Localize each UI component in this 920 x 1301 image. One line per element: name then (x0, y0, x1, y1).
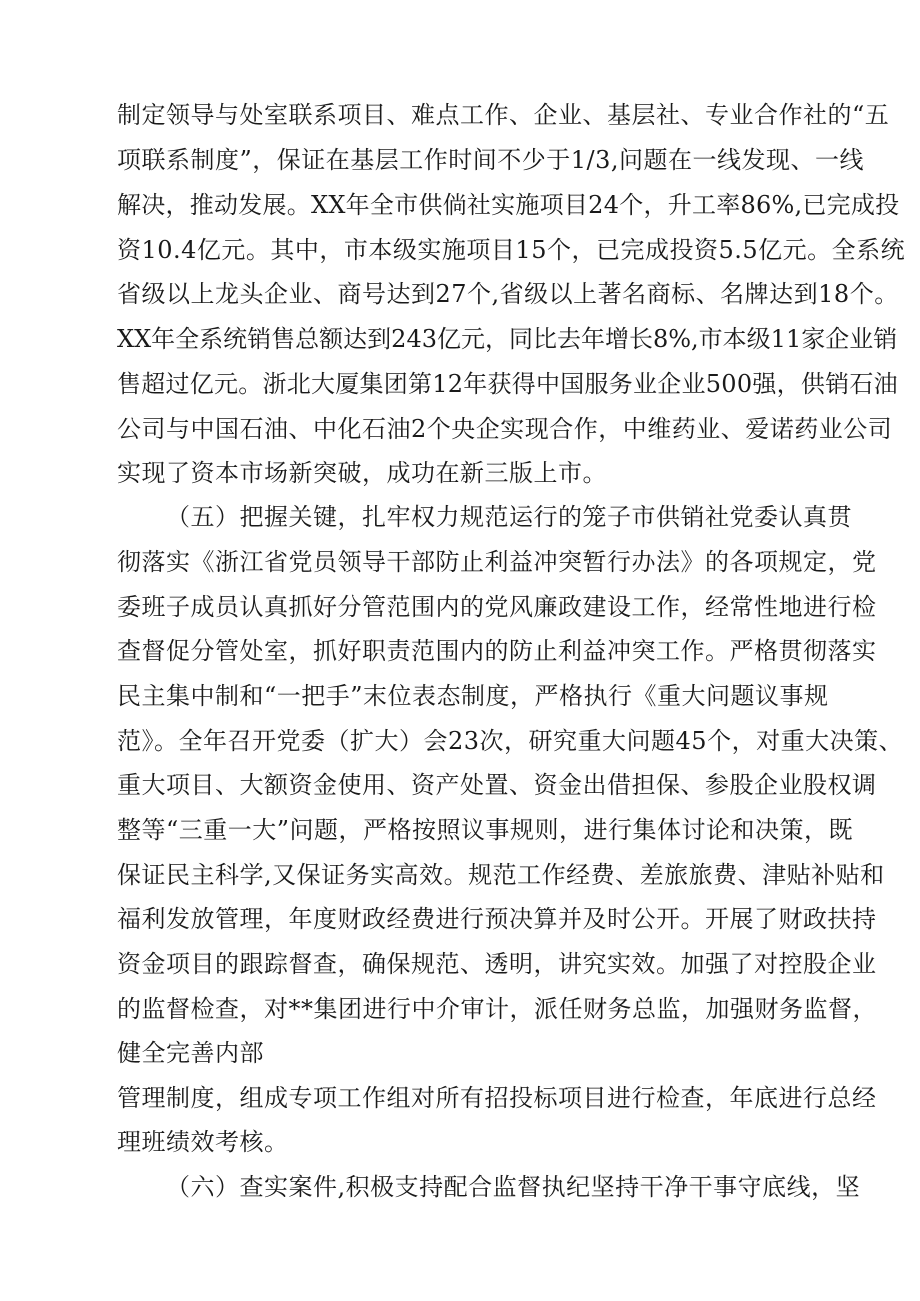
text-line: 范》。全年召开党委（扩大）会23次，研究重大问题45个，对重大决策、 (117, 727, 904, 755)
section-heading-line: （六）查实案件,积极支持配合监督执纪坚持干净干事守底线，坚 (166, 1173, 861, 1201)
text-line: 解决，推动发展。XX年全市供倘社实施项目24个，升工率86%,已完成投 (117, 191, 900, 219)
text-line: 委班子成员认真抓好分管范围内的党风廉政建设工作，经常性地进行检 (117, 593, 877, 621)
text-line: 资金项目的跟踪督查，确保规范、透明，讲究实效。加强了对控股企业 (117, 950, 877, 978)
text-line: 资10.4亿元。其中，市本级实施项目15个，已完成投资5.5亿元。全系统 (117, 236, 906, 264)
text-line: 公司与中国石油、中化石油2个央企实现合作，中维药业、爱诺药业公司 (117, 415, 893, 443)
text-line: 彻落实《浙江省党员领导干部防止利益冲突暂行办法》的各项规定，党 (117, 548, 877, 576)
text-line: 的监督检查，对**集团进行中介审计，派任财务总监，加强财务监督， (117, 995, 877, 1023)
text-line: 理班绩效考核。 (117, 1128, 289, 1156)
text-line: 制定领导与处室联系项目、难点工作、企业、基层社、专业合作社的“五 (117, 101, 890, 129)
text-line: 省级以上龙头企业、商号达到27个,省级以上著名商标、名牌达到18个。 (117, 280, 899, 308)
text-line: 实现了资本市场新突破，成功在新三版上市。 (117, 459, 607, 487)
text-line: 整等“三重一大”问题，严格按照议事规则，进行集体讨论和决策，既 (117, 816, 854, 844)
text-line: 重大项目、大额资金使用、资产处置、资金出借担保、参股企业股权调 (117, 771, 877, 799)
section-heading-line: （五）把握关键，扎牢权力规范运行的笼子市供销社党委认真贯 (166, 503, 852, 531)
text-line: XX年全系统销售总额达到243亿元，同比去年增长8%,市本级11家企业销 (117, 325, 898, 353)
text-line: 保证民主科学,又保证务实高效。规范工作经费、差旅旅费、津贴补贴和 (117, 861, 885, 889)
text-line: 福利发放管理，年度财政经费进行预决算并及时公开。开展了财政扶持 (117, 905, 877, 933)
text-line: 健全完善内部 (117, 1039, 264, 1067)
text-line: 售超过亿元。浙北大厦集团第12年获得中国服务业企业500强，供销石油 (117, 370, 898, 398)
text-line: 管理制度，组成专项工作组对所有招投标项目进行检查，年底进行总经 (117, 1084, 877, 1112)
text-line: 项联系制度”，保证在基层工作时间不少于1/3,问题在一线发现、一线 (117, 146, 865, 174)
text-line: 查督促分管处室，抓好职责范围内的防止利益冲突工作。严格贯彻落实 (117, 637, 877, 665)
text-line: 民主集中制和“一把手”末位表态制度，严格执行《重大问题议事规 (117, 682, 829, 710)
